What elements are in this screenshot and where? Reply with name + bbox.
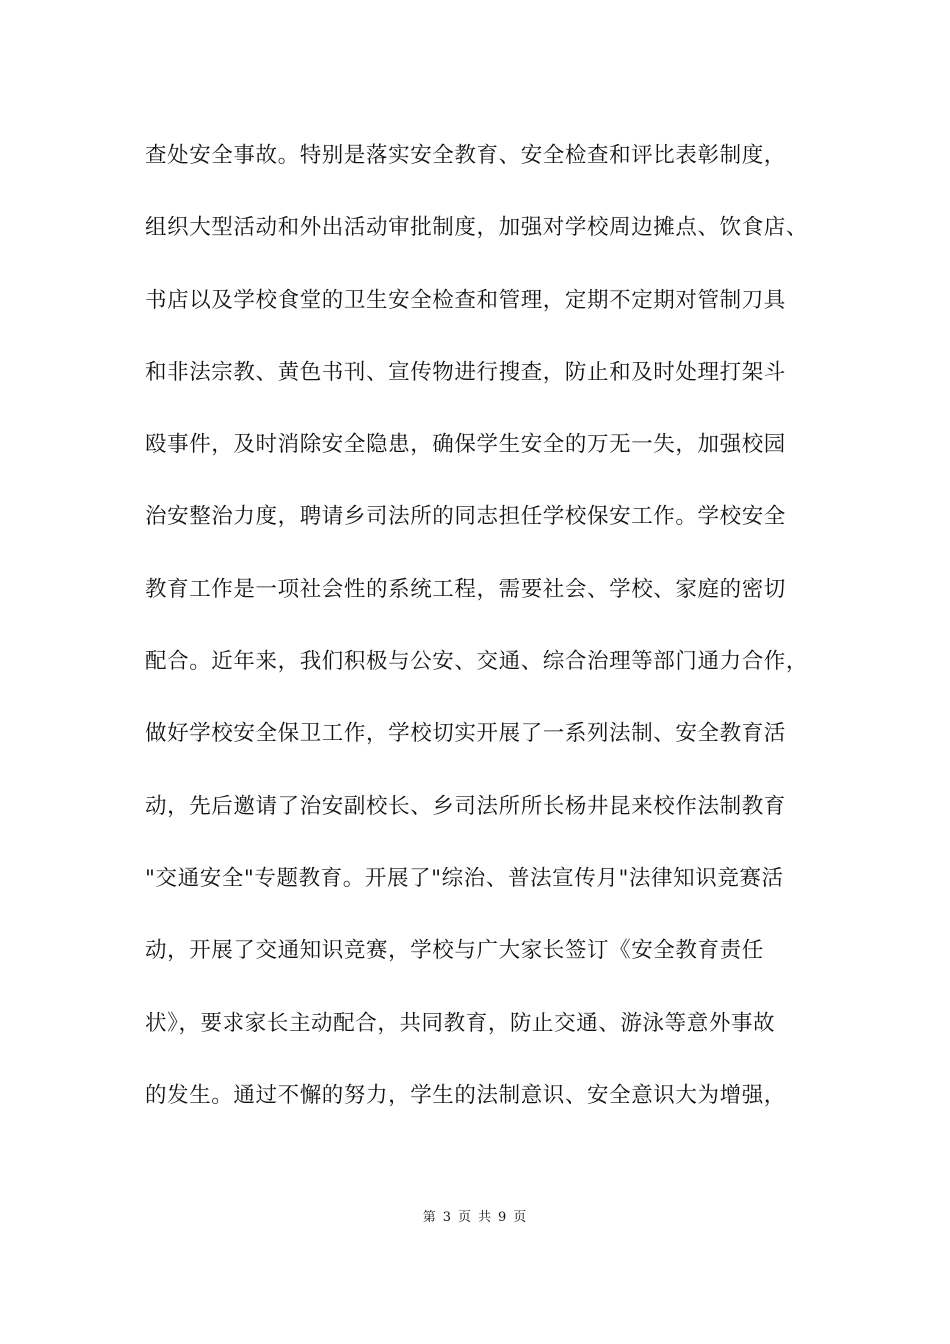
footer-total-word: 共 <box>478 1210 493 1225</box>
text-line: 配合。近年来，我们积极与公安、交通、综合治理等部门通力合作， <box>145 649 809 675</box>
footer-page-word: 页 <box>457 1210 472 1225</box>
text-line: 动，开展了交通知识竞赛，学校与广大家长签订《安全教育责任 <box>145 938 764 964</box>
text-line: 教育工作是一项社会性的系统工程，需要社会、学校、家庭的密切 <box>145 576 786 602</box>
text-line: 书店以及学校食堂的卫生安全检查和管理，定期不定期对管制刀具 <box>145 287 786 313</box>
body-text <box>145 134 835 1146</box>
page-footer <box>0 1206 950 1225</box>
footer-current-page: 3 <box>442 1210 452 1225</box>
text-line: 治安整治力度，聘请乡司法所的同志担任学校保安工作。学校安全 <box>145 504 786 530</box>
footer-suffix: 页 <box>513 1210 528 1225</box>
text-line: 和非法宗教、黄色书刊、宣传物进行搜查，防止和及时处理打架斗 <box>145 359 786 385</box>
text-line: 动，先后邀请了治安副校长、乡司法所所长杨井昆来校作法制教育 <box>145 793 786 819</box>
footer-prefix: 第 <box>422 1210 437 1225</box>
text-line: 状》，要求家长主动配合，共同教育，防止交通、游泳等意外事故 <box>145 1010 776 1036</box>
text-line: "交通安全"专题教育。开展了"综治、普法宣传月"法律知识竞赛活 <box>145 865 784 891</box>
text-line: 查处安全事故。特别是落实安全教育、安全检查和评比表彰制度， <box>145 143 786 168</box>
footer-total-pages: 9 <box>498 1210 508 1225</box>
text-line: 做好学校安全保卫工作，学校切实开展了一系列法制、安全教育活 <box>145 721 786 747</box>
text-line: 殴事件，及时消除安全隐患，确保学生安全的万无一失，加强校园 <box>145 432 786 458</box>
text-line: 组织大型活动和外出活动审批制度，加强对学校周边摊点、饮食店、 <box>145 215 809 241</box>
text-line: 的发生。通过不懈的努力，学生的法制意识、安全意识大为增强， <box>145 1082 786 1108</box>
